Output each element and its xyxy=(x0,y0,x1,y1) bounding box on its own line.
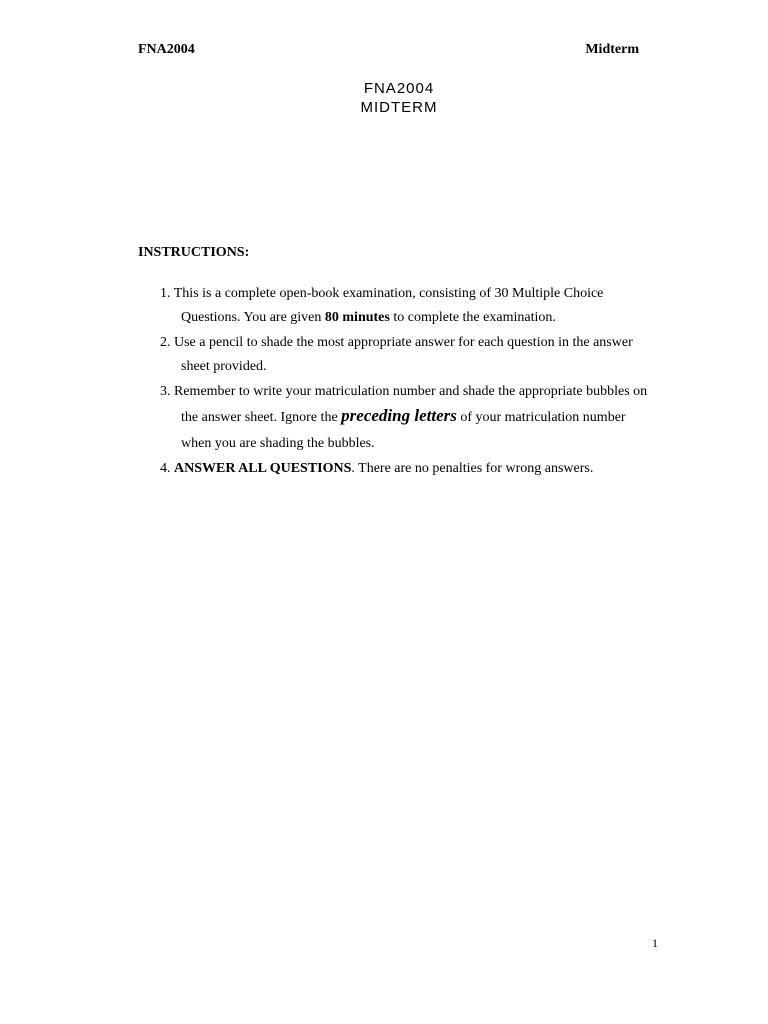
instruction-item-2-line-1: 2. Use a pencil to shade the most appropriate answer for each question in the answer xyxy=(160,335,633,350)
page-number: 1 xyxy=(652,936,658,950)
exam-duration: 80 minutes xyxy=(324,310,390,325)
page-header-exam-type: Midterm xyxy=(585,42,639,57)
instruction-item-4-prefix: 4. xyxy=(160,461,174,476)
title-exam-type: MIDTERM xyxy=(360,99,438,116)
instruction-item-1-line-1: 1. This is a complete open-book examination, consisting of 30 Multiple Choice xyxy=(160,286,604,301)
title-course-code: FNA2004 xyxy=(363,80,435,97)
preceding-letters-emphasis: preceding letters xyxy=(341,406,457,425)
instruction-item-1-line-2-post: to complete the examination. xyxy=(389,310,556,325)
instruction-item-1-line-2 xyxy=(181,308,556,328)
instruction-item-3-line-2-pre: the answer sheet. Ignore the xyxy=(181,410,342,425)
instruction-item-2 xyxy=(160,333,633,374)
instruction-item-3 xyxy=(160,382,648,451)
instruction-item-1 xyxy=(160,284,604,325)
instruction-item-3-line-1: 3. Remember to write your matriculation number and shade the appropriate bubbles on xyxy=(160,384,648,399)
instruction-item-2-line-2: sheet provided. xyxy=(181,359,267,374)
instruction-item-4 xyxy=(160,459,593,479)
instructions-heading: INSTRUCTIONS: xyxy=(138,245,250,260)
instruction-item-3-line-2-post: of your matriculation number xyxy=(456,410,626,425)
instruction-item-1-line-2-pre: Questions. You are given xyxy=(181,310,325,325)
page-header-course-code: FNA2004 xyxy=(138,42,195,57)
instruction-item-3-line-3: when you are shading the bubbles. xyxy=(181,436,375,451)
document-title xyxy=(0,79,768,117)
instruction-item-4-rest: . There are no penalties for wrong answers. xyxy=(351,461,594,476)
instruction-item-3-line-2 xyxy=(181,406,626,428)
answer-all-questions: ANSWER ALL QUESTIONS xyxy=(174,461,352,476)
